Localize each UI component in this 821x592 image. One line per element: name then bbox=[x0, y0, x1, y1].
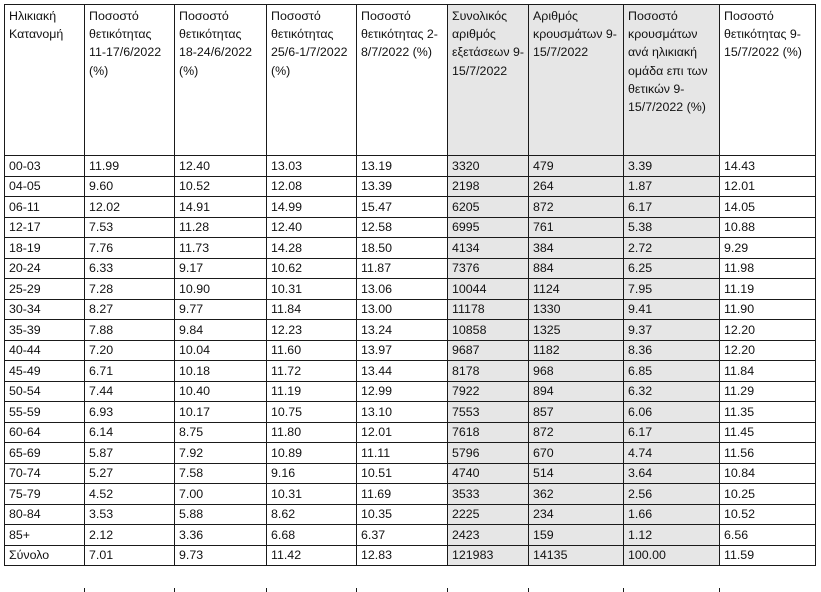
cell-total-tests: 4740 bbox=[448, 463, 529, 484]
cell-positivity-18-24-6: 14.91 bbox=[175, 197, 267, 218]
cell-positivity-2-8-7: 13.00 bbox=[357, 299, 448, 320]
cell-age-group: 20-24 bbox=[5, 258, 85, 279]
table-body bbox=[5, 156, 816, 566]
cell-case-share: 6.17 bbox=[624, 422, 720, 443]
cell-case-count: 1124 bbox=[529, 279, 624, 300]
border-stub bbox=[174, 588, 175, 592]
cell-total-tests: 9687 bbox=[448, 340, 529, 361]
cell-positivity-25-6-1-7: 11.42 bbox=[267, 545, 357, 566]
cell-positivity-18-24-6: 9.84 bbox=[175, 320, 267, 341]
cell-case-share: 6.32 bbox=[624, 381, 720, 402]
cell-case-share: 5.38 bbox=[624, 217, 720, 238]
cell-case-share: 6.06 bbox=[624, 402, 720, 423]
cell-total-tests: 7553 bbox=[448, 402, 529, 423]
cell-total-tests: 2198 bbox=[448, 176, 529, 197]
table-row bbox=[5, 484, 816, 505]
cell-positivity-2-8-7: 13.44 bbox=[357, 361, 448, 382]
cell-age-group: 50-54 bbox=[5, 381, 85, 402]
cell-case-share: 2.56 bbox=[624, 484, 720, 505]
cell-total-tests: 10044 bbox=[448, 279, 529, 300]
cell-positivity-2-8-7: 11.11 bbox=[357, 443, 448, 464]
cell-positivity-9-15-7: 11.45 bbox=[720, 422, 816, 443]
cell-positivity-18-24-6: 9.77 bbox=[175, 299, 267, 320]
cell-positivity-9-15-7: 14.43 bbox=[720, 156, 816, 177]
header-positivity-9-15-7: Ποσοστό θετικότητας 9-15/7/2022 (%) bbox=[720, 5, 816, 156]
cell-case-count: 894 bbox=[529, 381, 624, 402]
cell-case-share: 7.95 bbox=[624, 279, 720, 300]
cell-positivity-2-8-7: 10.35 bbox=[357, 504, 448, 525]
cell-age-group: 04-05 bbox=[5, 176, 85, 197]
cell-case-count: 884 bbox=[529, 258, 624, 279]
cell-positivity-18-24-6: 10.40 bbox=[175, 381, 267, 402]
cell-positivity-11-17-6: 6.14 bbox=[85, 422, 175, 443]
cell-positivity-9-15-7: 10.84 bbox=[720, 463, 816, 484]
cell-positivity-11-17-6: 7.88 bbox=[85, 320, 175, 341]
border-stub bbox=[356, 588, 357, 592]
header-case-share: Ποσοστό κρουσμάτων ανά ηλικιακή ομάδα επι των θετικών 9-15/7/2022 (%) bbox=[624, 5, 720, 156]
table-row bbox=[5, 504, 816, 525]
table-row bbox=[5, 545, 816, 566]
cell-age-group: 00-03 bbox=[5, 156, 85, 177]
positivity-table bbox=[4, 4, 816, 566]
cell-positivity-9-15-7: 9.29 bbox=[720, 238, 816, 259]
cell-positivity-18-24-6: 7.92 bbox=[175, 443, 267, 464]
border-stub bbox=[447, 588, 448, 592]
cell-case-count: 264 bbox=[529, 176, 624, 197]
cell-age-group: 35-39 bbox=[5, 320, 85, 341]
cell-total-tests: 5796 bbox=[448, 443, 529, 464]
cell-positivity-2-8-7: 15.47 bbox=[357, 197, 448, 218]
cell-positivity-11-17-6: 7.01 bbox=[85, 545, 175, 566]
cell-case-share: 6.25 bbox=[624, 258, 720, 279]
cell-positivity-2-8-7: 12.83 bbox=[357, 545, 448, 566]
border-stub bbox=[528, 588, 529, 592]
cell-positivity-11-17-6: 5.87 bbox=[85, 443, 175, 464]
cell-positivity-18-24-6: 9.73 bbox=[175, 545, 267, 566]
cell-case-share: 4.74 bbox=[624, 443, 720, 464]
cell-positivity-25-6-1-7: 10.62 bbox=[267, 258, 357, 279]
header-row bbox=[5, 5, 816, 156]
table-row bbox=[5, 361, 816, 382]
border-stub bbox=[84, 588, 85, 592]
cell-positivity-25-6-1-7: 11.80 bbox=[267, 422, 357, 443]
cell-case-count: 872 bbox=[529, 197, 624, 218]
table-row bbox=[5, 525, 816, 546]
cell-age-group: 40-44 bbox=[5, 340, 85, 361]
cell-case-share: 3.64 bbox=[624, 463, 720, 484]
cell-case-share: 1.66 bbox=[624, 504, 720, 525]
cell-positivity-9-15-7: 10.52 bbox=[720, 504, 816, 525]
cell-age-group: 45-49 bbox=[5, 361, 85, 382]
cell-total-tests: 3533 bbox=[448, 484, 529, 505]
cell-positivity-11-17-6: 7.28 bbox=[85, 279, 175, 300]
cell-positivity-18-24-6: 10.17 bbox=[175, 402, 267, 423]
table-row bbox=[5, 381, 816, 402]
cell-case-count: 159 bbox=[529, 525, 624, 546]
cell-positivity-25-6-1-7: 6.68 bbox=[267, 525, 357, 546]
cell-case-count: 14135 bbox=[529, 545, 624, 566]
cell-age-group: 70-74 bbox=[5, 463, 85, 484]
cell-age-group: 18-19 bbox=[5, 238, 85, 259]
cell-positivity-2-8-7: 6.37 bbox=[357, 525, 448, 546]
cell-case-share: 6.85 bbox=[624, 361, 720, 382]
cell-case-count: 968 bbox=[529, 361, 624, 382]
cell-total-tests: 6995 bbox=[448, 217, 529, 238]
cell-positivity-11-17-6: 5.27 bbox=[85, 463, 175, 484]
cell-positivity-18-24-6: 5.88 bbox=[175, 504, 267, 525]
cell-positivity-9-15-7: 10.25 bbox=[720, 484, 816, 505]
cell-case-share: 9.37 bbox=[624, 320, 720, 341]
cell-positivity-2-8-7: 13.24 bbox=[357, 320, 448, 341]
cell-positivity-11-17-6: 7.44 bbox=[85, 381, 175, 402]
cell-positivity-2-8-7: 12.58 bbox=[357, 217, 448, 238]
cell-positivity-25-6-1-7: 13.03 bbox=[267, 156, 357, 177]
cell-positivity-9-15-7: 11.90 bbox=[720, 299, 816, 320]
cell-case-share: 8.36 bbox=[624, 340, 720, 361]
next-table-edge bbox=[4, 588, 815, 592]
cell-positivity-2-8-7: 12.01 bbox=[357, 422, 448, 443]
cell-case-count: 362 bbox=[529, 484, 624, 505]
cell-case-share: 6.17 bbox=[624, 197, 720, 218]
cell-positivity-18-24-6: 12.40 bbox=[175, 156, 267, 177]
cell-total-tests: 7376 bbox=[448, 258, 529, 279]
cell-positivity-9-15-7: 14.05 bbox=[720, 197, 816, 218]
cell-positivity-25-6-1-7: 11.19 bbox=[267, 381, 357, 402]
cell-case-count: 384 bbox=[529, 238, 624, 259]
table-row bbox=[5, 299, 816, 320]
cell-positivity-9-15-7: 11.29 bbox=[720, 381, 816, 402]
border-stub bbox=[719, 588, 720, 592]
cell-positivity-2-8-7: 10.51 bbox=[357, 463, 448, 484]
cell-age-group: Σύνολο bbox=[5, 545, 85, 566]
table-row bbox=[5, 238, 816, 259]
table-row bbox=[5, 340, 816, 361]
cell-positivity-25-6-1-7: 11.72 bbox=[267, 361, 357, 382]
cell-positivity-11-17-6: 8.27 bbox=[85, 299, 175, 320]
cell-positivity-25-6-1-7: 11.84 bbox=[267, 299, 357, 320]
cell-positivity-11-17-6: 6.33 bbox=[85, 258, 175, 279]
cell-case-count: 670 bbox=[529, 443, 624, 464]
cell-case-count: 872 bbox=[529, 422, 624, 443]
cell-positivity-18-24-6: 10.04 bbox=[175, 340, 267, 361]
cell-positivity-11-17-6: 4.52 bbox=[85, 484, 175, 505]
header-total-tests: Συνολικός αριθμός εξετάσεων 9-15/7/2022 bbox=[448, 5, 529, 156]
table-row bbox=[5, 463, 816, 484]
cell-case-count: 857 bbox=[529, 402, 624, 423]
cell-positivity-11-17-6: 12.02 bbox=[85, 197, 175, 218]
cell-positivity-2-8-7: 13.97 bbox=[357, 340, 448, 361]
table-row bbox=[5, 402, 816, 423]
cell-positivity-18-24-6: 3.36 bbox=[175, 525, 267, 546]
cell-positivity-9-15-7: 11.56 bbox=[720, 443, 816, 464]
cell-positivity-2-8-7: 18.50 bbox=[357, 238, 448, 259]
cell-case-count: 761 bbox=[529, 217, 624, 238]
cell-age-group: 75-79 bbox=[5, 484, 85, 505]
cell-positivity-18-24-6: 10.18 bbox=[175, 361, 267, 382]
cell-positivity-25-6-1-7: 10.31 bbox=[267, 279, 357, 300]
cell-case-share: 100.00 bbox=[624, 545, 720, 566]
cell-positivity-25-6-1-7: 14.99 bbox=[267, 197, 357, 218]
cell-age-group: 85+ bbox=[5, 525, 85, 546]
cell-positivity-25-6-1-7: 9.16 bbox=[267, 463, 357, 484]
cell-positivity-11-17-6: 7.53 bbox=[85, 217, 175, 238]
cell-total-tests: 2423 bbox=[448, 525, 529, 546]
cell-positivity-9-15-7: 11.84 bbox=[720, 361, 816, 382]
header-positivity-2-8-7: Ποσοστό θετικότητας 2-8/7/2022 (%) bbox=[357, 5, 448, 156]
table-row bbox=[5, 176, 816, 197]
cell-positivity-11-17-6: 7.76 bbox=[85, 238, 175, 259]
positivity-table-container bbox=[4, 4, 816, 566]
cell-positivity-11-17-6: 3.53 bbox=[85, 504, 175, 525]
cell-positivity-25-6-1-7: 10.89 bbox=[267, 443, 357, 464]
cell-positivity-2-8-7: 12.99 bbox=[357, 381, 448, 402]
cell-case-count: 234 bbox=[529, 504, 624, 525]
cell-total-tests: 2225 bbox=[448, 504, 529, 525]
cell-positivity-9-15-7: 11.98 bbox=[720, 258, 816, 279]
cell-positivity-25-6-1-7: 8.62 bbox=[267, 504, 357, 525]
cell-total-tests: 121983 bbox=[448, 545, 529, 566]
cell-positivity-25-6-1-7: 10.31 bbox=[267, 484, 357, 505]
border-stub bbox=[623, 588, 624, 592]
cell-positivity-9-15-7: 6.56 bbox=[720, 525, 816, 546]
table-row bbox=[5, 443, 816, 464]
cell-positivity-9-15-7: 10.88 bbox=[720, 217, 816, 238]
cell-case-share: 9.41 bbox=[624, 299, 720, 320]
cell-positivity-25-6-1-7: 11.60 bbox=[267, 340, 357, 361]
cell-total-tests: 6205 bbox=[448, 197, 529, 218]
table-row bbox=[5, 320, 816, 341]
cell-positivity-25-6-1-7: 12.08 bbox=[267, 176, 357, 197]
cell-total-tests: 7922 bbox=[448, 381, 529, 402]
header-positivity-11-17-6: Ποσοστό θετικότητας 11-17/6/2022 (%) bbox=[85, 5, 175, 156]
table-row bbox=[5, 258, 816, 279]
cell-age-group: 80-84 bbox=[5, 504, 85, 525]
cell-age-group: 60-64 bbox=[5, 422, 85, 443]
header-age-group: Ηλικιακή Κατανομή bbox=[5, 5, 85, 156]
cell-case-count: 514 bbox=[529, 463, 624, 484]
cell-positivity-9-15-7: 11.19 bbox=[720, 279, 816, 300]
cell-age-group: 12-17 bbox=[5, 217, 85, 238]
cell-total-tests: 3320 bbox=[448, 156, 529, 177]
cell-case-share: 1.87 bbox=[624, 176, 720, 197]
cell-positivity-2-8-7: 11.69 bbox=[357, 484, 448, 505]
cell-case-count: 1330 bbox=[529, 299, 624, 320]
cell-age-group: 25-29 bbox=[5, 279, 85, 300]
cell-positivity-9-15-7: 12.20 bbox=[720, 340, 816, 361]
cell-positivity-11-17-6: 9.60 bbox=[85, 176, 175, 197]
header-positivity-25-6-1-7: Ποσοστό θετικότητας 25/6-1/7/2022 (%) bbox=[267, 5, 357, 156]
header-positivity-18-24-6: Ποσοστό θετικότητας 18-24/6/2022 (%) bbox=[175, 5, 267, 156]
cell-age-group: 30-34 bbox=[5, 299, 85, 320]
cell-positivity-11-17-6: 6.71 bbox=[85, 361, 175, 382]
cell-positivity-25-6-1-7: 14.28 bbox=[267, 238, 357, 259]
header-case-count: Αριθμός κρουσμάτων 9-15/7/2022 bbox=[529, 5, 624, 156]
cell-positivity-2-8-7: 13.19 bbox=[357, 156, 448, 177]
cell-positivity-18-24-6: 10.90 bbox=[175, 279, 267, 300]
cell-positivity-11-17-6: 7.20 bbox=[85, 340, 175, 361]
cell-positivity-9-15-7: 11.59 bbox=[720, 545, 816, 566]
cell-positivity-2-8-7: 13.10 bbox=[357, 402, 448, 423]
cell-case-count: 1325 bbox=[529, 320, 624, 341]
cell-age-group: 06-11 bbox=[5, 197, 85, 218]
cell-total-tests: 8178 bbox=[448, 361, 529, 382]
cell-positivity-18-24-6: 7.00 bbox=[175, 484, 267, 505]
cell-positivity-18-24-6: 11.28 bbox=[175, 217, 267, 238]
cell-case-share: 2.72 bbox=[624, 238, 720, 259]
cell-positivity-18-24-6: 9.17 bbox=[175, 258, 267, 279]
table-row bbox=[5, 217, 816, 238]
cell-positivity-9-15-7: 12.01 bbox=[720, 176, 816, 197]
cell-positivity-18-24-6: 10.52 bbox=[175, 176, 267, 197]
cell-positivity-9-15-7: 11.35 bbox=[720, 402, 816, 423]
table-row bbox=[5, 422, 816, 443]
cell-positivity-25-6-1-7: 12.40 bbox=[267, 217, 357, 238]
cell-case-count: 479 bbox=[529, 156, 624, 177]
cell-positivity-2-8-7: 13.06 bbox=[357, 279, 448, 300]
cell-total-tests: 10858 bbox=[448, 320, 529, 341]
border-stub bbox=[266, 588, 267, 592]
cell-age-group: 55-59 bbox=[5, 402, 85, 423]
cell-positivity-11-17-6: 6.93 bbox=[85, 402, 175, 423]
cell-positivity-11-17-6: 11.99 bbox=[85, 156, 175, 177]
cell-case-share: 1.12 bbox=[624, 525, 720, 546]
cell-positivity-9-15-7: 12.20 bbox=[720, 320, 816, 341]
cell-positivity-25-6-1-7: 10.75 bbox=[267, 402, 357, 423]
cell-age-group: 65-69 bbox=[5, 443, 85, 464]
table-row bbox=[5, 279, 816, 300]
cell-positivity-2-8-7: 11.87 bbox=[357, 258, 448, 279]
cell-positivity-18-24-6: 11.73 bbox=[175, 238, 267, 259]
cell-positivity-18-24-6: 7.58 bbox=[175, 463, 267, 484]
cell-positivity-25-6-1-7: 12.23 bbox=[267, 320, 357, 341]
cell-case-share: 3.39 bbox=[624, 156, 720, 177]
cell-positivity-18-24-6: 8.75 bbox=[175, 422, 267, 443]
table-row bbox=[5, 197, 816, 218]
cell-total-tests: 7618 bbox=[448, 422, 529, 443]
cell-case-count: 1182 bbox=[529, 340, 624, 361]
cell-positivity-2-8-7: 13.39 bbox=[357, 176, 448, 197]
cell-total-tests: 11178 bbox=[448, 299, 529, 320]
cell-positivity-11-17-6: 2.12 bbox=[85, 525, 175, 546]
table-row bbox=[5, 156, 816, 177]
cell-total-tests: 4134 bbox=[448, 238, 529, 259]
